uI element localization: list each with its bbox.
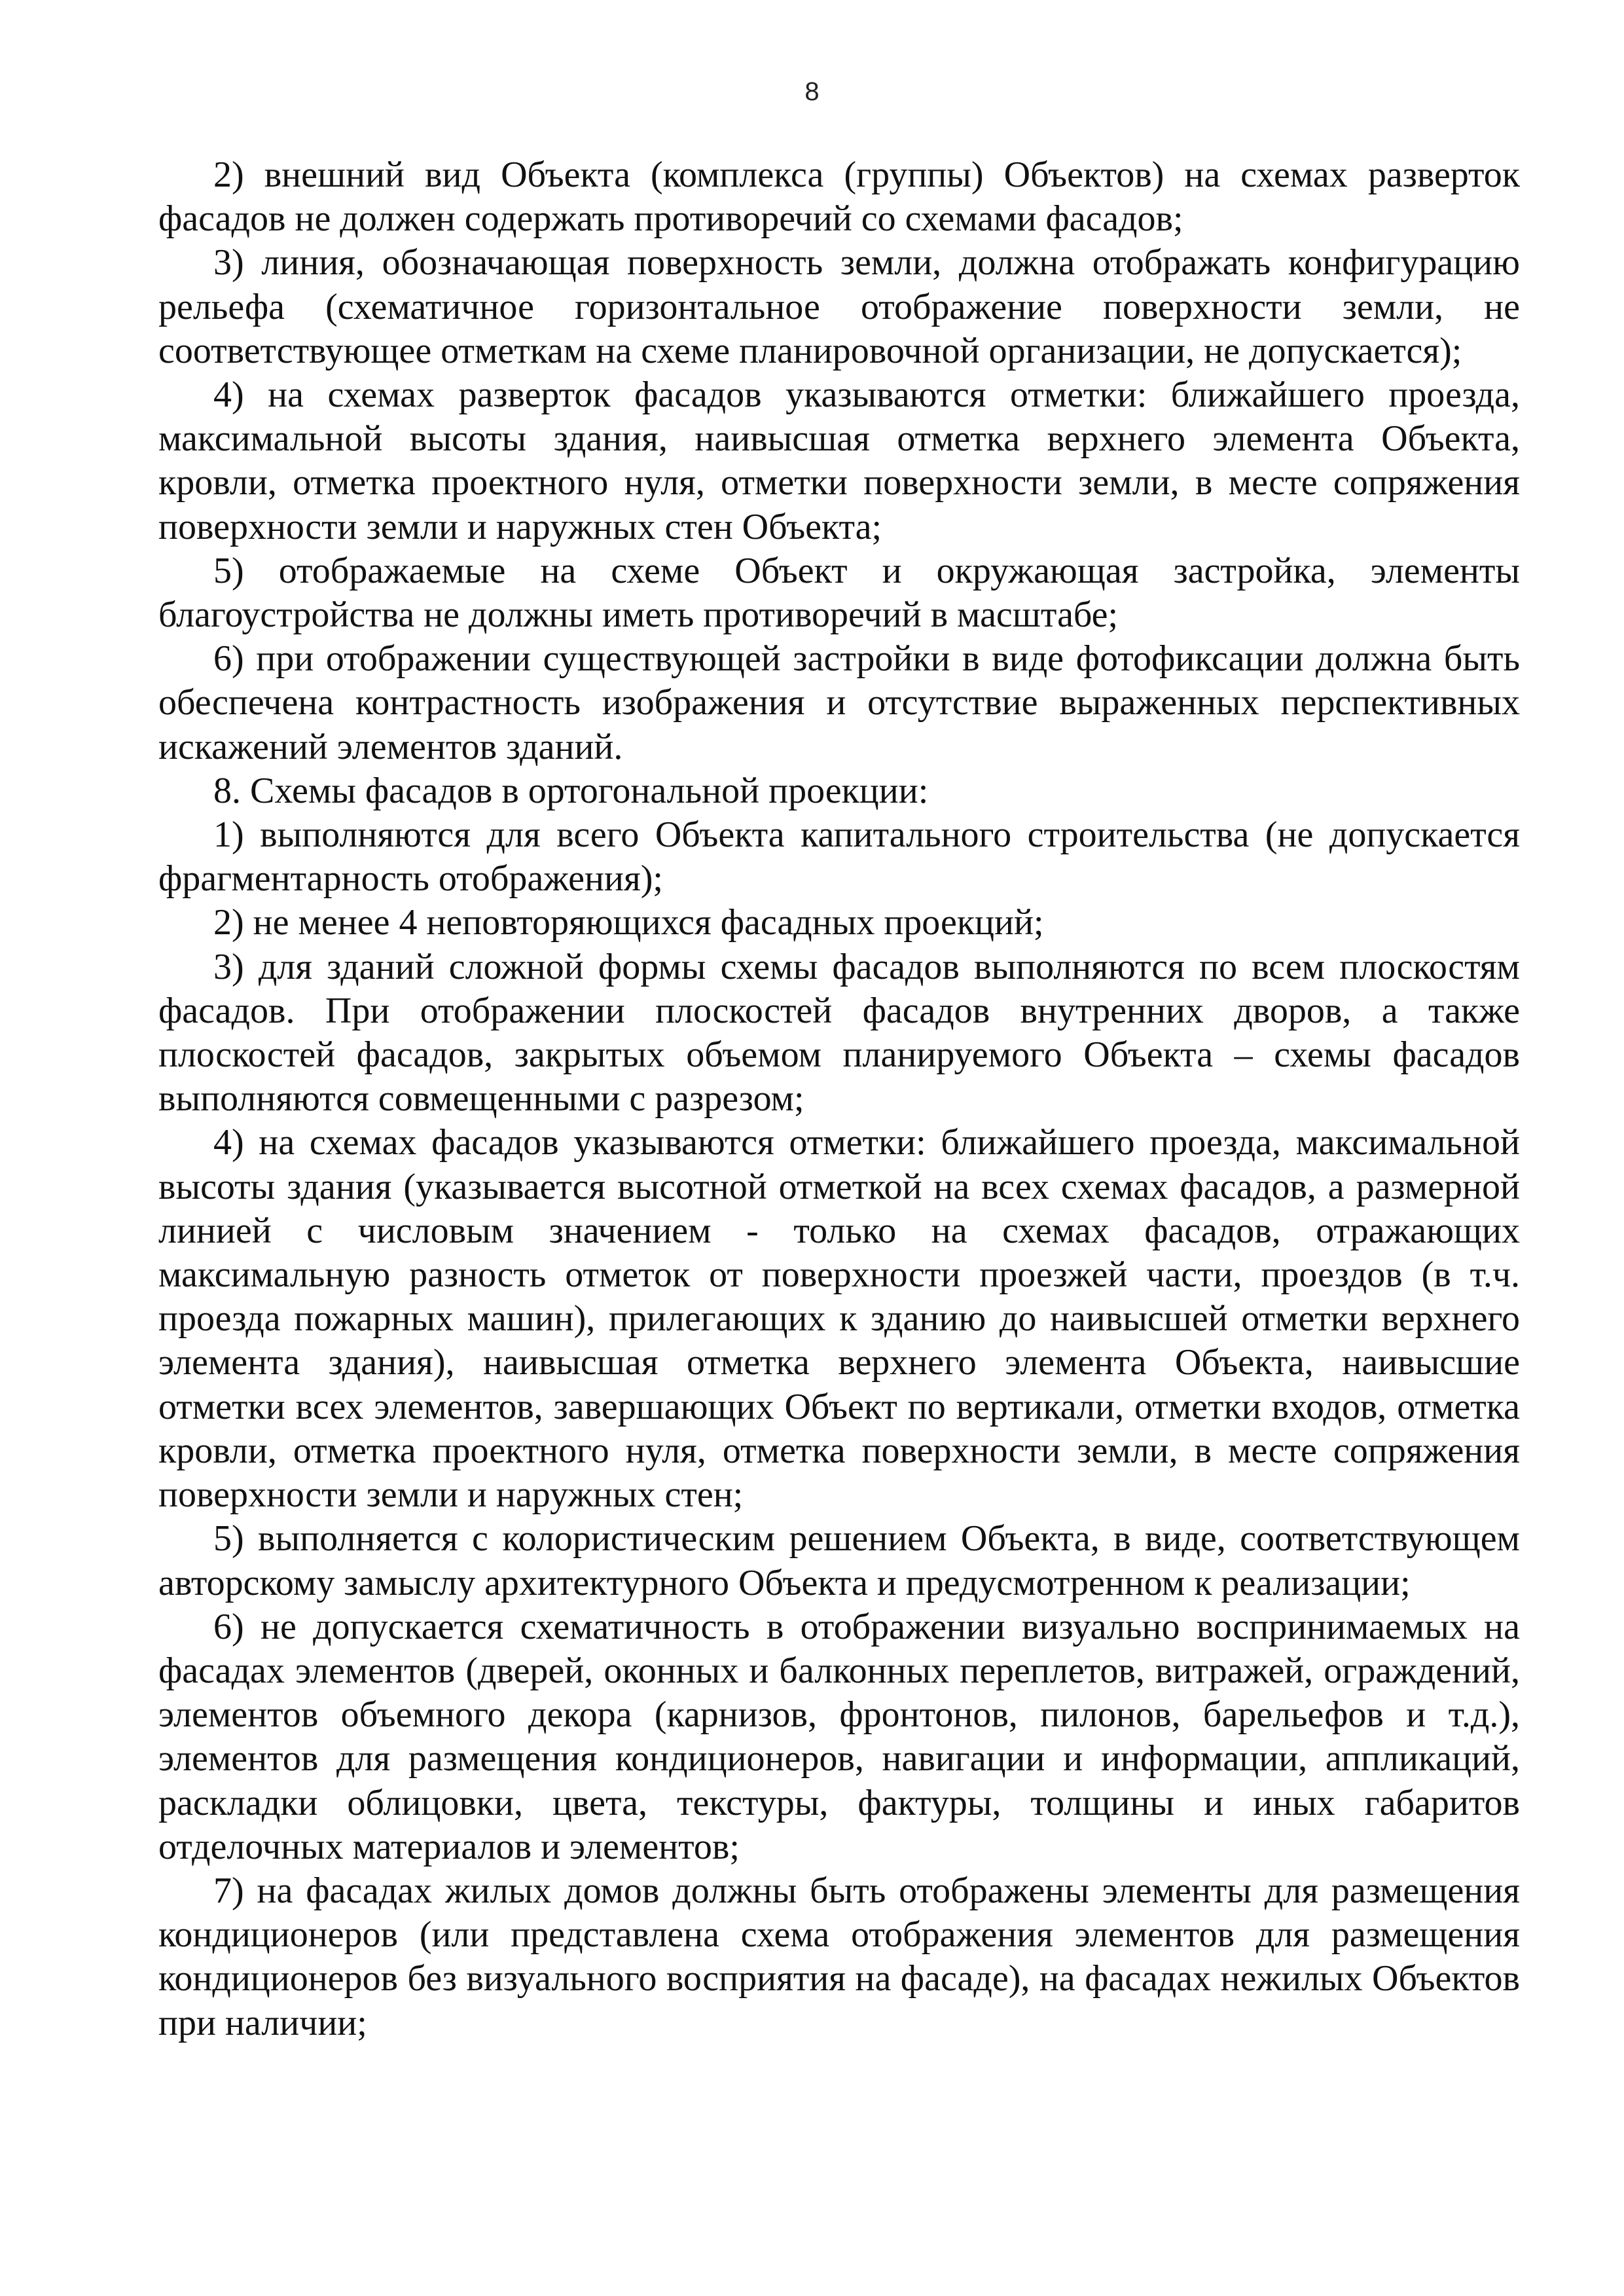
paragraph: 3) линия, обозначающая поверхность земли, должна отображать конфигурацию рельефа (схематичное горизонтальное отображение поверхности земли, не соответствующее отметкам на схеме планировочной организации, не допускается); (158, 242, 1520, 371)
paragraph: 6) не допускается схематичность в отображении визуально воспринимаемых на фасадах элементов (дверей, оконных и балконных переплетов, витражей, ограждений, элементов объемного декора (карнизов, фронтонов, пилонов, барельефов и т.д.), элементов для размещения кондиционеров, навигации и информации, аппликаций, раскладки облицовки, цвета, текстуры, фактуры, толщины и иных габаритов отделочных материалов и элементов; (158, 1606, 1520, 1867)
paragraph: 5) выполняется с колористическим решением Объекта, в виде, соответствующем авторскому замыслу архитектурного Объекта и предусмотренном к реализации; (158, 1518, 1520, 1603)
page-number: 8 (804, 77, 820, 106)
paragraph: 4) на схемах фасадов указываются отметки: ближайшего проезда, максимальной высоты здания (указывается высотной отметкой на всех схемах фасадов, а размерной линией с числовым значением - только на схемах фасадов, отражающих максимальную разность отметок от поверхности проезжей части, проездов (в т.ч. проезда пожарных машин), прилегающих к зданию до наивысшей отметки верхнего элемента здания), наивысшая отметка верхнего элемента Объекта, наивысшие отметки всех элементов, завершающих Объект по вертикали, отметки входов, отметка кровли, отметка проектного нуля, отметка поверхности земли, в месте сопряжения поверхности земли и наружных стен; (158, 1122, 1520, 1516)
paragraph: 4) на схемах разверток фасадов указываются отметки: ближайшего проезда, максимальной высоты здания, наивысшая отметка верхнего элемента Объекта, кровли, отметка проектного нуля, отметки поверхности земли, в месте сопряжения поверхности земли и наружных стен Объекта; (158, 374, 1520, 547)
paragraph: 7) на фасадах жилых домов должны быть отображены элементы для размещения кондиционеров (или представлена схема отображения элементов для размещения кондиционеров без визуального восприятия на фасаде), на фасадах нежилых Объектов при наличии; (158, 1870, 1520, 2043)
document-body (158, 153, 1520, 2045)
paragraph: 2) не менее 4 неповторяющихся фасадных проекций; (213, 902, 1044, 943)
section-heading: 8. Схемы фасадов в ортогональной проекции: (213, 770, 929, 811)
paragraph: 3) для зданий сложной формы схемы фасадов выполняются по всем плоскостям фасадов. При отображении плоскостей фасадов внутренних дворов, а также плоскостей фасадов, закрытых объемом планируемого Объекта – схемы фасадов выполняются совмещенными с разрезом; (158, 946, 1520, 1120)
paragraph: 5) отображаемые на схеме Объект и окружающая застройка, элементы благоустройства не должны иметь противоречий в масштабе; (158, 550, 1520, 636)
paragraph: 6) при отображении существующей застройки в виде фотофиксации должна быть обеспечена контрастность изображения и отсутствие выраженных перспективных искажений элементов зданий. (158, 638, 1520, 767)
paragraph: 2) внешний вид Объекта (комплекса (группы) Объектов) на схемах разверток фасадов не должен содержать противоречий со схемами фасадов; (158, 155, 1520, 240)
paragraph: 1) выполняются для всего Объекта капитального строительства (не допускается фрагментарность отображения); (158, 814, 1520, 900)
